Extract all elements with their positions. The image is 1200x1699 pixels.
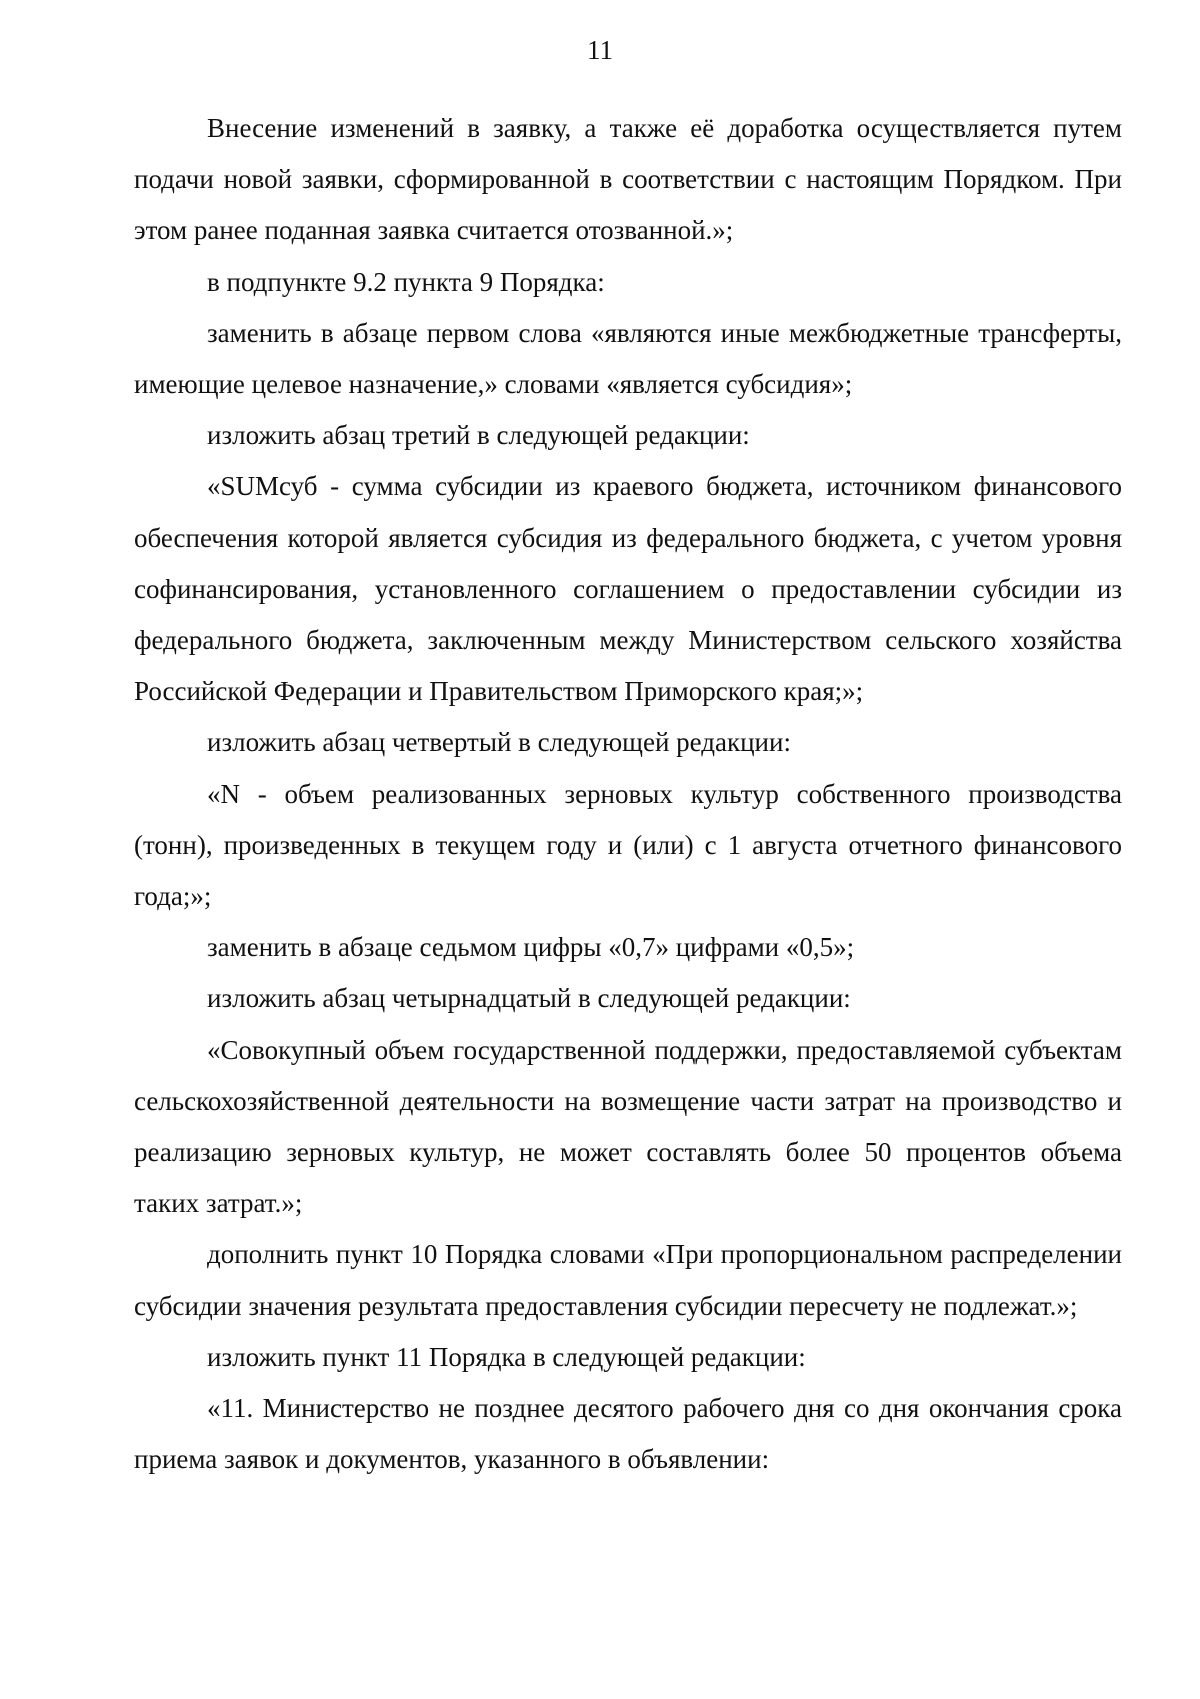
paragraph: в подпункте 9.2 пункта 9 Порядка: [207, 266, 605, 297]
document-body [134, 103, 1122, 1485]
paragraph: изложить абзац четвертый в следующей редакции: [207, 727, 791, 758]
paragraph: «SUMсуб - сумма субсидии из краевого бюджета, источником финансового обеспечения которой является субсидия из федерального бюджета, с учетом уровня софинансирования, установленного соглашением о предоставлении субсидии из федерального бюджета, заключенным между Министерством сельского хозяйства Российской Федерации и Правительством Приморского края;»; [134, 471, 1122, 707]
paragraph: «Совокупный объем государственной поддержки, предоставляемой субъектам сельскохозяйственной деятельности на возмещение части затрат на производство и реализацию зерновых культур, не может составлять более 50 процентов объема таких затрат.»; [134, 1034, 1122, 1219]
paragraph: дополнить пункт 10 Порядка словами «При пропорциональном распределении субсидии значения результата предоставления субсидии пересчету не подлежат.»; [134, 1239, 1122, 1321]
paragraph: заменить в абзаце седьмом цифры «0,7» цифрами «0,5»; [207, 932, 855, 963]
paragraph: изложить абзац четырнадцатый в следующей редакции: [207, 983, 851, 1014]
paragraph: изложить абзац третий в следующей редакции: [207, 420, 750, 451]
paragraph: заменить в абзаце первом слова «являются иные межбюджетные трансферты, имеющие целевое назначение,» словами «является субсидия»; [134, 317, 1122, 400]
paragraph: «11. Министерство не позднее десятого рабочего дня со дня окончания срока приема заявок и документов, указанного в объявлении: [134, 1393, 1122, 1475]
paragraph: изложить пункт 11 Порядка в следующей редакции: [207, 1341, 806, 1372]
paragraph: «N - объем реализованных зерновых культур собственного производства (тонн), произведенных в текущем году и (или) с 1 августа отчетного финансового года;»; [134, 778, 1122, 912]
page-number: 11 [587, 35, 613, 65]
paragraph: Внесение изменений в заявку, а также её доработка осуществляется путем подачи новой заявки, сформированной в соответствии с настоящим Порядком. При этом ранее поданная заявка считается отозванной.»; [134, 113, 1122, 246]
